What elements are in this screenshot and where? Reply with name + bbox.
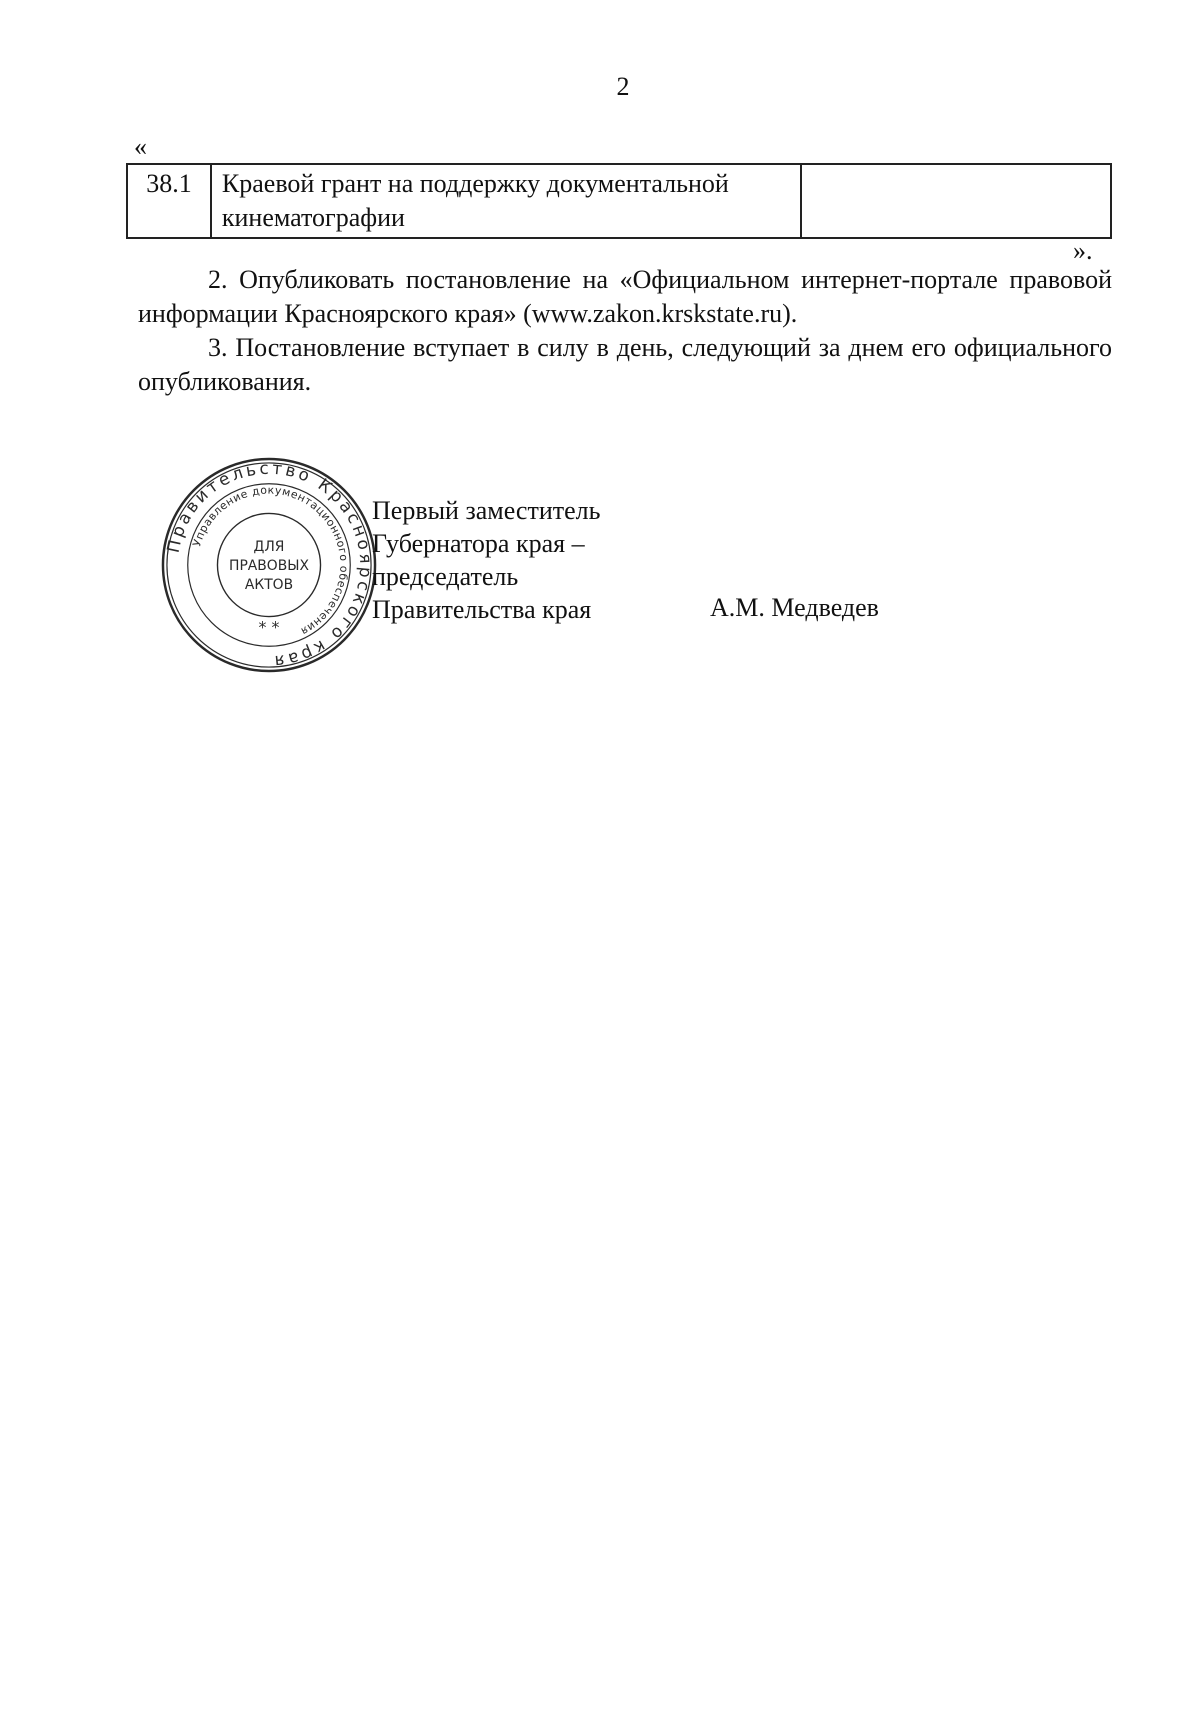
signature-position: [372, 494, 600, 626]
table-row: [127, 164, 1111, 238]
position-line-2: Губернатора края –: [372, 529, 585, 558]
grant-table: [126, 163, 1112, 239]
quote-close: ».: [1073, 236, 1093, 265]
row-name: Краевой грант на поддержку документальной кинематографии: [211, 164, 801, 238]
position-line-1: Первый заместитель: [372, 496, 601, 525]
seal-stars: * *: [258, 617, 280, 637]
paragraph-publish: 2. Опубликовать постановление на «Официальном интернет-портале правовой информации Красноярского края» (www.zakon.krskstate.ru).: [138, 265, 1112, 328]
seal-inner-text: Управление документационного обеспечения: [190, 483, 351, 639]
row-number: 38.1: [127, 164, 211, 238]
official-seal: [160, 456, 378, 674]
seal-center-line-1: ДЛЯ: [253, 539, 285, 556]
signer-name: А.М. Медведев: [710, 593, 879, 622]
seal-outer-text: Правительство Красноярского края: [162, 457, 377, 673]
seal-center-line-3: АКТОВ: [244, 576, 294, 593]
page-number: 2: [616, 72, 630, 101]
position-line-3: председатель: [372, 562, 519, 591]
quote-open: «: [134, 132, 147, 161]
seal-center-line-2: ПРАВОВЫХ: [229, 557, 309, 574]
paragraph-effective: 3. Постановление вступает в силу в день, следующий за днем его официального опубликования.: [138, 333, 1112, 396]
row-value: [801, 164, 1111, 238]
position-line-4: Правительства края: [372, 595, 592, 624]
body-text: [138, 263, 1112, 399]
